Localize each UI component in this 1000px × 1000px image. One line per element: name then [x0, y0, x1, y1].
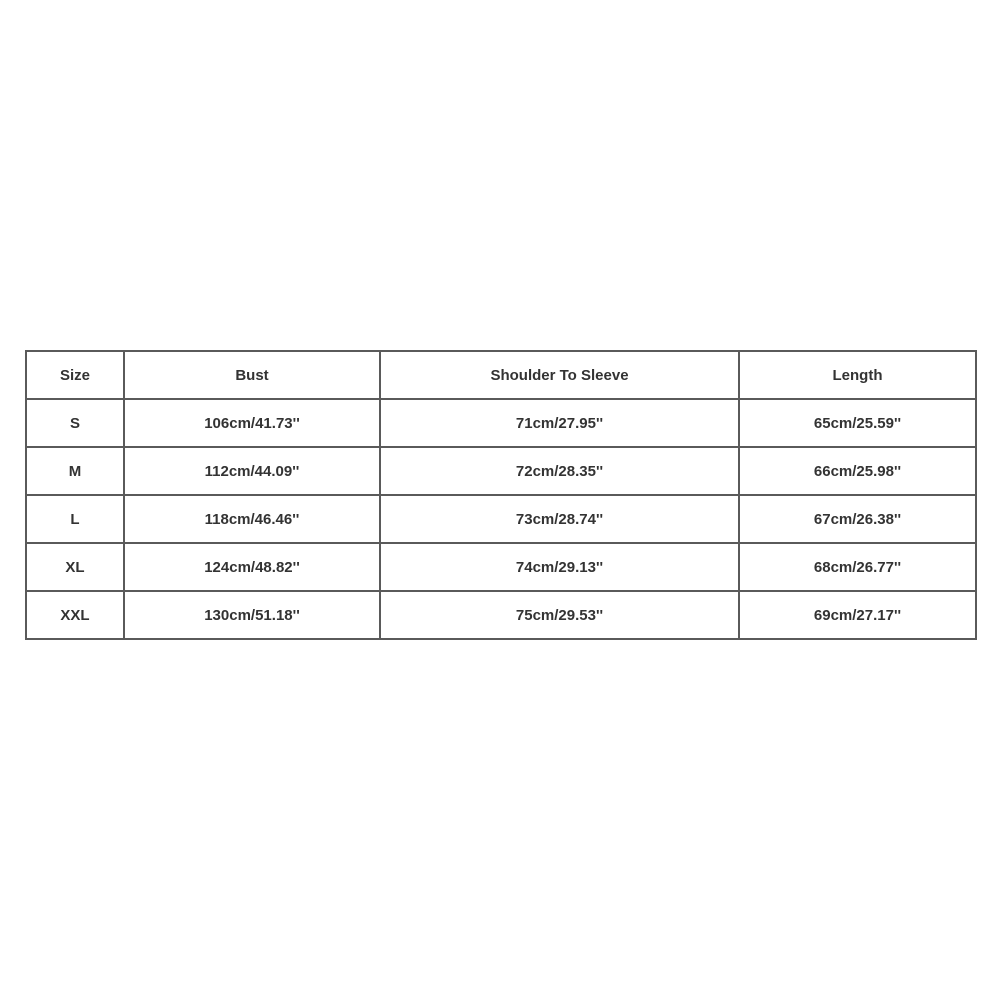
cell-length: 67cm/26.38'' [739, 495, 976, 543]
cell-size: XXL [26, 591, 124, 639]
table-row [26, 543, 976, 591]
header-bust: Bust [124, 351, 380, 399]
cell-bust: 124cm/48.82'' [124, 543, 380, 591]
cell-shoulder-to-sleeve: 75cm/29.53'' [380, 591, 739, 639]
cell-size: XL [26, 543, 124, 591]
cell-bust: 112cm/44.09'' [124, 447, 380, 495]
cell-length: 68cm/26.77'' [739, 543, 976, 591]
cell-length: 65cm/25.59'' [739, 399, 976, 447]
cell-bust: 118cm/46.46'' [124, 495, 380, 543]
cell-size: L [26, 495, 124, 543]
cell-size: M [26, 447, 124, 495]
cell-shoulder-to-sleeve: 72cm/28.35'' [380, 447, 739, 495]
header-shoulder-to-sleeve: Shoulder To Sleeve [380, 351, 739, 399]
cell-size: S [26, 399, 124, 447]
header-row [26, 351, 976, 399]
cell-bust: 106cm/41.73'' [124, 399, 380, 447]
table-row [26, 447, 976, 495]
cell-shoulder-to-sleeve: 74cm/29.13'' [380, 543, 739, 591]
header-length: Length [739, 351, 976, 399]
cell-length: 69cm/27.17'' [739, 591, 976, 639]
table-row [26, 591, 976, 639]
table-row [26, 399, 976, 447]
header-size: Size [26, 351, 124, 399]
size-chart-table [25, 350, 977, 640]
table-row [26, 495, 976, 543]
cell-shoulder-to-sleeve: 71cm/27.95'' [380, 399, 739, 447]
cell-length: 66cm/25.98'' [739, 447, 976, 495]
cell-shoulder-to-sleeve: 73cm/28.74'' [380, 495, 739, 543]
cell-bust: 130cm/51.18'' [124, 591, 380, 639]
